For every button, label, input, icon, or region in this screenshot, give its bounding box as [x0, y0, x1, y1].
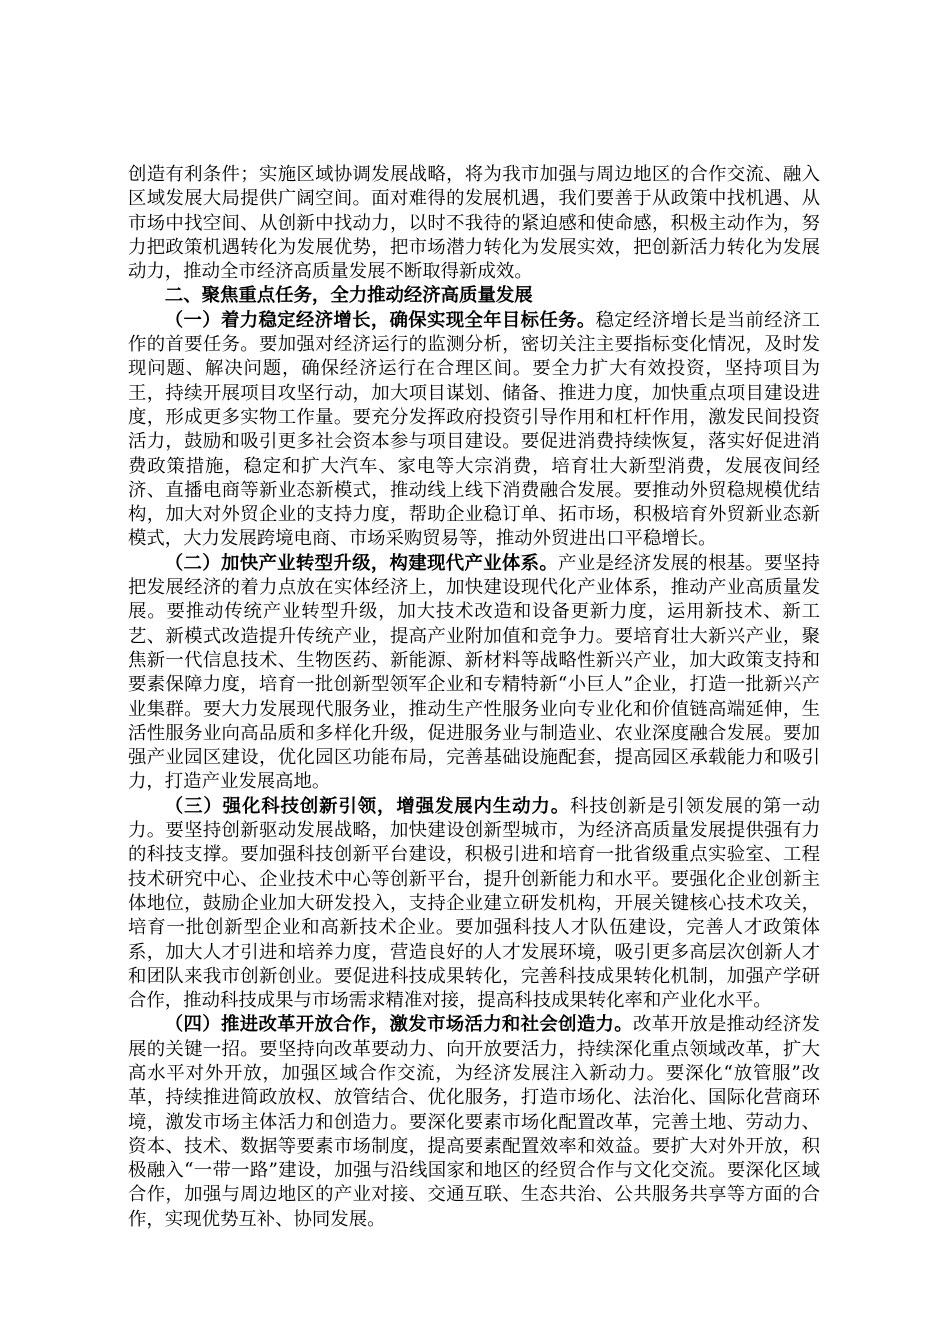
paragraph-2-lead: （二）加快产业转型升级，构建现代产业体系。 [164, 552, 559, 574]
paragraph-3-lead: （三）强化科技创新引领，增强发展内生动力。 [164, 795, 571, 817]
paragraph-2 [128, 552, 820, 795]
paragraph-3 [128, 795, 820, 1014]
intro-paragraph: 创造有利条件；实施区域协调发展战略，将为我市加强与周边地区的合作交流、融入区域发展大局提供广阔空间。面对难得的发展机遇，我们要善于从政策中找机遇、从市场中找空间、从创新中找动力，以时不我待的紧迫感和使命感，积极主动作为，努力把政策机遇转化为发展优势，把市场潜力转化为发展实效，把创新活力转化为发展动力，推动全市经济高质量发展不断取得新成效。 [128, 164, 820, 283]
document-page [128, 163, 820, 1232]
paragraph-4-body: 改革开放是推动经济发展的关键一招。要坚持向改革要动力、向开放要活力，持续深化重点领域改革，扩大高水平对外开放，加强区域合作交流，为经济发展注入新动力。要深化“放管服”改革，持续推进简政放权、放管结合、优化服务，打造市场化、法治化、国际化营商环境，激发市场主体活力和创造力。要深化要素市场化配置改革，完善土地、劳动力、资本、技术、数据等要素市场制度，提高要素配置效率和效益。要扩大对外开放，积极融入“一带一路”建设，加强与沿线国家和地区的经贸合作与文化交流。要深化区域合作，加强与周边地区的产业对接、交通互联、生态共治、公共服务共享等方面的合作，实现优势互补、协同发展。 [128, 1014, 820, 1230]
paragraph-4-lead: （四）推进改革开放合作，激发市场活力和社会创造力。 [164, 1014, 634, 1036]
paragraph-4 [128, 1013, 820, 1232]
paragraph-3-body: 科技创新是引领发展的第一动力。要坚持创新驱动发展战略，加快建设创新型城市，为经济高质量发展提供强有力的科技支撑。要加强科技创新平台建设，积极引进和培育一批省级重点实验室、工程技术研究中心、企业技术中心等创新平台，提升创新能力和水平。要强化企业创新主体地位，鼓励企业加大研发投入，支持企业建立研发机构，开展关键核心技术攻关，培育一批创新型企业和高新技术企业。要加强科技人才队伍建设，完善人才政策体系，加大人才引进和培养力度，营造良好的人才发展环境，吸引更多高层次创新人才和团队来我市创新创业。要促进科技成果转化，完善科技成果转化机制，加强产学研合作，推动科技成果与市场需求精准对接，提高科技成果转化率和产业化水平。 [128, 795, 820, 1012]
paragraph-1-lead: （一）着力稳定经济增长，确保实现全年目标任务。 [164, 309, 596, 331]
paragraph-1-body: 稳定经济增长是当前经济工作的首要任务。要加强对经济运行的监测分析，密切关注主要指标变化情况，及时发现问题、解决问题，确保经济运行在合理区间。要全力扩大有效投资，坚持项目为王，持续开展项目攻坚行动，加大项目谋划、储备、推进力度，加快重点项目建设进度，形成更多实物工作量。要充分发挥政府投资引导作用和杠杆作用，激发民间投资活力，鼓励和吸引更多社会资本参与项目建设。要促进消费持续恢复，落实好促进消费政策措施，稳定和扩大汽车、家电等大宗消费，培育壮大新型消费，发展夜间经济、直播电商等新业态新模式，推动线上线下消费融合发展。要推动外贸稳规模优结构，加大对外贸企业的支持力度，帮助企业稳订单、拓市场，积极培育外贸新业态新模式，大力发展跨境电商、市场采购贸易等，推动外贸进出口平稳增长。 [128, 309, 820, 550]
section-heading: 二、聚焦重点任务，全力推动经济高质量发展 [164, 285, 533, 307]
paragraph-2-body: 产业是经济发展的根基。要坚持把发展经济的着力点放在实体经济上，加快建设现代化产业体系，推动产业高质量发展。要推动传统产业转型升级，加大技术改造和设备更新力度，运用新技术、新工艺、新模式改造提升传统产业，提高产业附加值和竞争力。要培育壮大新兴产业，聚焦新一代信息技术、生物医药、新能源、新材料等战略性新兴产业，加大政策支持和要素保障力度，培育一批创新型领军企业和专精特新“小巨人”企业，打造一批新兴产业集群。要大力发展现代服务业，推动生产性服务业向专业化和价值链高端延伸，生活性服务业向高品质和多样化升级，促进服务业与制造业、农业深度融合发展。要加强产业园区建设，优化园区功能布局，完善基础设施配套，提高园区承载能力和吸引力，打造产业发展高地。 [128, 552, 820, 793]
paragraph-1 [128, 309, 820, 552]
